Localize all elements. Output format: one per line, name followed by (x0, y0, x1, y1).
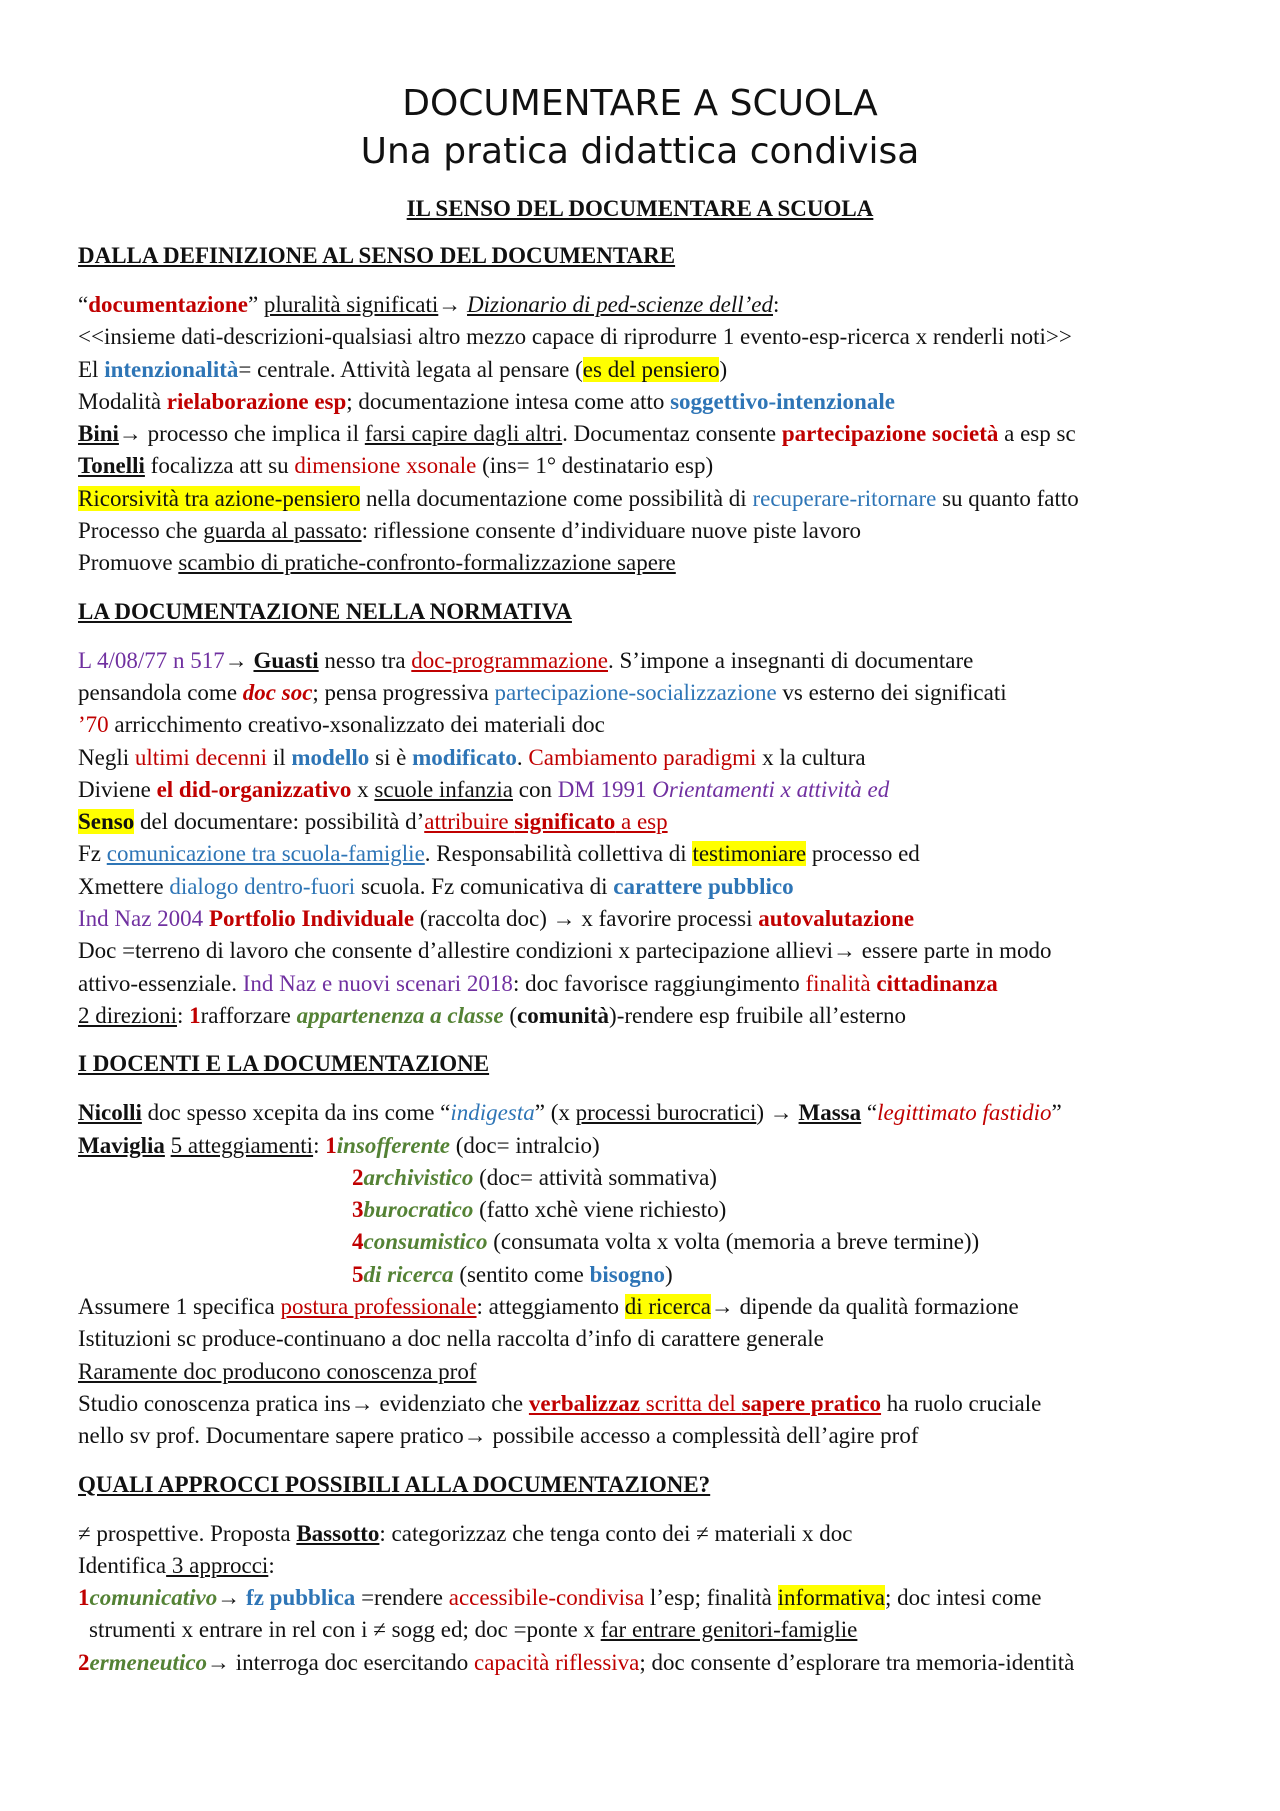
section-2 (78, 597, 1218, 1033)
text-run: 1 (189, 1002, 201, 1028)
text-run: Raramente doc producono conoscenza prof (78, 1358, 477, 1384)
text-line (78, 1582, 1218, 1614)
text-run: → dipende da qualità formazione (710, 1294, 1019, 1320)
text-line (78, 1000, 1218, 1032)
text-run: Doc =terreno di lavoro che consente d’allestire condizioni x partecipazione allievi→ essere parte in modo (78, 938, 1052, 964)
section-1 (78, 241, 1218, 580)
text-run: dimensione xsonale (294, 453, 477, 479)
text-run: 1 (325, 1132, 337, 1158)
text-run: Ricorsività tra azione-pensiero (78, 485, 361, 511)
text-run: accessibile-condivisa (448, 1585, 645, 1611)
text-run: )-rendere esp fruibile all’esterno (609, 1002, 906, 1028)
text-run: Fz (78, 841, 107, 867)
text-run: del documentare: possibilità d’ (134, 809, 425, 835)
text-line (78, 450, 1218, 482)
text-line (78, 547, 1218, 579)
text-run: → processo che implica il (118, 421, 365, 447)
text-run: insofferente (336, 1132, 451, 1158)
text-run: nesso tra (318, 647, 412, 673)
text-run: a esp (615, 809, 668, 835)
text-run: ” (x (534, 1100, 576, 1126)
text-run: (sentito come (453, 1261, 590, 1287)
text-run: scritta del (640, 1390, 742, 1416)
text-run: soggettivo-intenzionale (670, 388, 895, 414)
text-line (78, 1614, 1218, 1646)
text-run: ultimi decenni (134, 744, 268, 770)
text-run: sapere pratico (741, 1390, 882, 1416)
text-run: Ind Naz 2004 (78, 906, 209, 932)
text-line (78, 1226, 1218, 1258)
text-run: farsi capire dagli altri (364, 421, 563, 447)
text-run: l’esp; finalità (644, 1585, 778, 1611)
text-run: comunità (517, 1002, 610, 1028)
text-line (78, 515, 1218, 547)
text-run: x (351, 776, 375, 802)
text-run: comunicativo (89, 1585, 218, 1611)
text-run: attivo-essenziale. (78, 970, 243, 996)
text-line (78, 903, 1218, 935)
text-run: : riflessione consente d’individuare nuove piste lavoro (361, 518, 862, 544)
text-run: : atteggiamento (476, 1294, 625, 1320)
text-run: intenzionalità (104, 356, 239, 382)
text-run: informativa (777, 1585, 885, 1611)
text-run: guarda al passato (203, 518, 362, 544)
text-run: → (224, 647, 254, 673)
text-run: El (78, 356, 105, 382)
text-run: strumenti x entrare in rel con i ≠ sogg ed; doc =ponte x (89, 1617, 601, 1643)
text-line (78, 774, 1218, 806)
text-run: Nicolli (78, 1100, 142, 1126)
text-run: vs esterno dei significati (776, 679, 1007, 705)
text-line (78, 1550, 1218, 1582)
text-run: processi burocratici (575, 1100, 757, 1126)
text-run: finalità (805, 970, 877, 996)
text-run: → interroga doc esercitando (207, 1649, 474, 1675)
text-run: 3 approcci (166, 1552, 269, 1578)
text-run: attribuire (424, 809, 515, 835)
text-line (78, 1130, 1218, 1162)
text-run: con (512, 776, 558, 802)
text-run: nello sv prof. Documentare sapere pratico→ possibile accesso a complessità dell’agire prof (78, 1423, 919, 1449)
text-run: Assumere 1 specifica (78, 1294, 281, 1320)
page-title: DOCUMENTARE A SCUOLA (402, 83, 878, 124)
section-heading: LA DOCUMENTAZIONE NELLA NORMATIVA (78, 598, 572, 624)
text-run: fz pubblica (246, 1585, 356, 1611)
text-run: capacità riflessiva (474, 1649, 640, 1675)
text-run: ( (503, 1002, 518, 1028)
text-run: doc soc (242, 679, 313, 705)
text-run: carattere pubblico (613, 873, 794, 899)
section-4 (78, 1470, 1218, 1679)
text-run: 2 (352, 1164, 364, 1190)
text-run: =rendere (355, 1585, 449, 1611)
text-run: ) (719, 356, 728, 382)
text-run: arricchimento creativo-xsonalizzato dei materiali doc (108, 712, 605, 738)
text-line (78, 677, 1218, 709)
text-run: scambio di pratiche-confronto-formalizzazione sapere (178, 550, 676, 576)
text-run: archivistico (363, 1164, 474, 1190)
text-run: consumistico (363, 1229, 488, 1255)
text-run: documentazione (88, 292, 248, 317)
section-3 (78, 1049, 1218, 1452)
text-run: rielaborazione esp (166, 388, 347, 414)
text-run: far entrare genitori-famiglie (600, 1617, 858, 1643)
text-line (78, 1518, 1218, 1550)
text-run: : (177, 1002, 190, 1028)
text-run: rafforzare (200, 1002, 297, 1028)
text-line (78, 709, 1218, 741)
section-heading: I DOCENTI E LA DOCUMENTAZIONE (78, 1051, 490, 1077)
text-run: . Documentaz consente (562, 421, 782, 447)
text-run: : doc favorisce raggiungimento (512, 970, 806, 996)
text-run: indigesta (450, 1100, 535, 1126)
text-line (78, 289, 1218, 321)
text-run: di ricerca (624, 1294, 711, 1320)
text-run: legittimato fastidio (877, 1100, 1052, 1126)
text-line (78, 806, 1218, 838)
text-line (78, 645, 1218, 677)
text-run: “ (861, 1100, 878, 1126)
text-run: bisogno (589, 1261, 666, 1287)
text-run: nella documentazione come possibilità di (360, 485, 753, 511)
text-run: ) (665, 1261, 673, 1287)
text-run: Xmettere (78, 873, 170, 899)
title-block (0, 80, 1280, 176)
text-run: modello (291, 744, 370, 770)
text-line (78, 354, 1218, 386)
text-run: Tonelli (78, 453, 145, 479)
text-run: doc spesso xcepita da ins come “ (141, 1100, 451, 1126)
text-run: Bini (78, 421, 119, 447)
text-line (78, 871, 1218, 903)
text-run: scuola. Fz comunicativa di (355, 873, 614, 899)
text-run: 3 (352, 1197, 364, 1223)
text-run: : (268, 1552, 275, 1578)
text-run: Guasti (253, 647, 319, 673)
text-run: . Responsabilità collettiva di (424, 841, 693, 867)
text-run: (fatto xchè viene richiesto) (473, 1197, 727, 1223)
text-run: modificato (412, 744, 517, 770)
text-run: → (438, 292, 468, 317)
text-line (78, 1647, 1218, 1679)
text-run: Promuove (78, 550, 179, 576)
text-run: ” (247, 292, 264, 317)
text-run: il (267, 744, 292, 770)
text-line (78, 1162, 1218, 1194)
text-run: Massa (798, 1100, 862, 1126)
text-run: processo ed (806, 841, 920, 867)
text-run: Cambiamento paradigmi (528, 744, 757, 770)
text-run: significato (514, 809, 616, 835)
text-line (78, 1194, 1218, 1226)
text-run: si è (369, 744, 413, 770)
text-run: ’70 (78, 712, 109, 738)
text-run: (consumata volta x volta (memoria a breve termine)) (487, 1229, 980, 1255)
text-run: ; pensa progressiva (312, 679, 495, 705)
text-run: el did-organizzativo (156, 776, 352, 802)
text-line (78, 838, 1218, 870)
text-run: : (773, 292, 780, 317)
text-run: Orientamenti x attività ed (652, 776, 890, 802)
main-heading: IL SENSO DEL DOCUMENTARE A SCUOLA (406, 196, 874, 221)
text-run: Studio conoscenza pratica ins→ evidenziato che (78, 1390, 529, 1416)
text-line (78, 1356, 1218, 1388)
text-run: scuole infanzia (374, 776, 513, 802)
text-run: ) → (756, 1100, 799, 1126)
text-run: 4 (352, 1229, 364, 1255)
text-run: ; doc intesi come (884, 1585, 1042, 1611)
text-run: → (217, 1585, 247, 1611)
text-run: L 4/08/77 n 517 (78, 647, 225, 673)
text-run: ha ruolo cruciale (881, 1390, 1042, 1416)
text-run: pensandola come (78, 679, 243, 705)
text-run: <<insieme dati-descrizioni-qualsiasi altro mezzo capace di riprodurre 1 evento-esp-ricerca x renderli noti>> (78, 324, 1072, 350)
document-page (78, 80, 1218, 1679)
text-line (78, 968, 1218, 1000)
text-run: cittadinanza (876, 970, 998, 996)
page-subtitle: Una pratica didattica condivisa (360, 131, 920, 172)
text-run: . (516, 744, 529, 770)
text-run: Ind Naz e nuovi scenari 2018 (242, 970, 513, 996)
text-run: doc-programmazione (411, 647, 608, 673)
text-line (78, 1388, 1218, 1420)
text-run: Processo che (78, 518, 204, 544)
text-line (78, 1420, 1218, 1452)
text-run: focalizza att su (144, 453, 295, 479)
text-line (78, 1259, 1218, 1291)
text-run: Diviene (78, 776, 157, 802)
text-line (78, 418, 1218, 450)
text-run: : (313, 1132, 326, 1158)
text-run: : categorizzaz che tenga conto dei ≠ materiali x doc (379, 1520, 853, 1546)
text-run: autovalutazione (758, 906, 915, 932)
text-run: Identifica (78, 1552, 167, 1578)
text-run: testimoniare (692, 841, 807, 867)
text-run: ; documentazione intesa come atto (346, 388, 671, 414)
section-heading: DALLA DEFINIZIONE AL SENSO DEL DOCUMENTARE (78, 243, 676, 268)
text-line (78, 321, 1218, 353)
text-run: su quanto fatto (936, 485, 1079, 511)
text-run: Bassotto (296, 1520, 380, 1546)
text-run: (ins= 1° destinatario esp) (476, 453, 714, 479)
text-run: recuperare-ritornare (752, 485, 937, 511)
text-run: verbalizzaz (528, 1390, 641, 1416)
text-run: ≠ prospettive. Proposta (78, 1520, 297, 1546)
text-run: pluralità significati (263, 292, 439, 317)
text-line (78, 742, 1218, 774)
text-run: DM 1991 (557, 776, 653, 802)
text-run: Portfolio Individuale (208, 906, 415, 932)
section-heading: QUALI APPROCCI POSSIBILI ALLA DOCUMENTAZIONE? (78, 1471, 711, 1497)
text-run: x la cultura (756, 744, 866, 770)
text-run: partecipazione-socializzazione (494, 679, 777, 705)
text-run: 5 (352, 1261, 364, 1287)
text-run: comunicazione tra scuola-famiglie (106, 841, 425, 867)
text-run: (raccolta doc) → x favorire processi (414, 906, 759, 932)
text-run: 2 direzioni (78, 1002, 177, 1028)
text-run: ” (1051, 1100, 1062, 1126)
text-run: es del pensiero (582, 356, 720, 382)
text-line (78, 386, 1218, 418)
text-line (78, 1323, 1218, 1355)
text-run: 5 atteggiamenti (170, 1132, 314, 1158)
text-run: burocratico (363, 1197, 474, 1223)
text-run: partecipazione società (781, 421, 999, 447)
text-run: = centrale. Attività legata al pensare ( (238, 356, 583, 382)
text-run: . S’impone a insegnanti di documentare (608, 647, 974, 673)
text-run: (doc= intralcio) (450, 1132, 600, 1158)
text-run: dialogo dentro-fuori (169, 873, 356, 899)
text-run: postura professionale (280, 1294, 477, 1320)
text-run: Istituzioni sc produce-continuano a doc nella raccolta d’info di carattere generale (78, 1326, 824, 1352)
text-run: a esp sc (998, 421, 1076, 447)
text-run: appartenenza a classe (296, 1002, 504, 1028)
text-line (78, 483, 1218, 515)
text-run: ; doc consente d’esplorare tra memoria-identità (639, 1649, 1075, 1675)
text-run: Maviglia (78, 1132, 165, 1158)
text-run: 2 (78, 1649, 90, 1675)
text-line (78, 1291, 1218, 1323)
text-run: “ (78, 292, 89, 317)
text-line (78, 1097, 1218, 1129)
text-run: 1 (78, 1585, 90, 1611)
text-run: di ricerca (363, 1261, 454, 1287)
text-run: Negli (78, 744, 135, 770)
text-run: (doc= attività sommativa) (473, 1164, 717, 1190)
text-run: ermeneutico (89, 1649, 208, 1675)
text-run: Dizionario di ped-scienze dell’ed (467, 292, 773, 317)
text-run: Modalità (78, 388, 167, 414)
text-line (78, 935, 1218, 967)
sections-container (78, 241, 1218, 1679)
text-run: Senso (78, 809, 135, 835)
